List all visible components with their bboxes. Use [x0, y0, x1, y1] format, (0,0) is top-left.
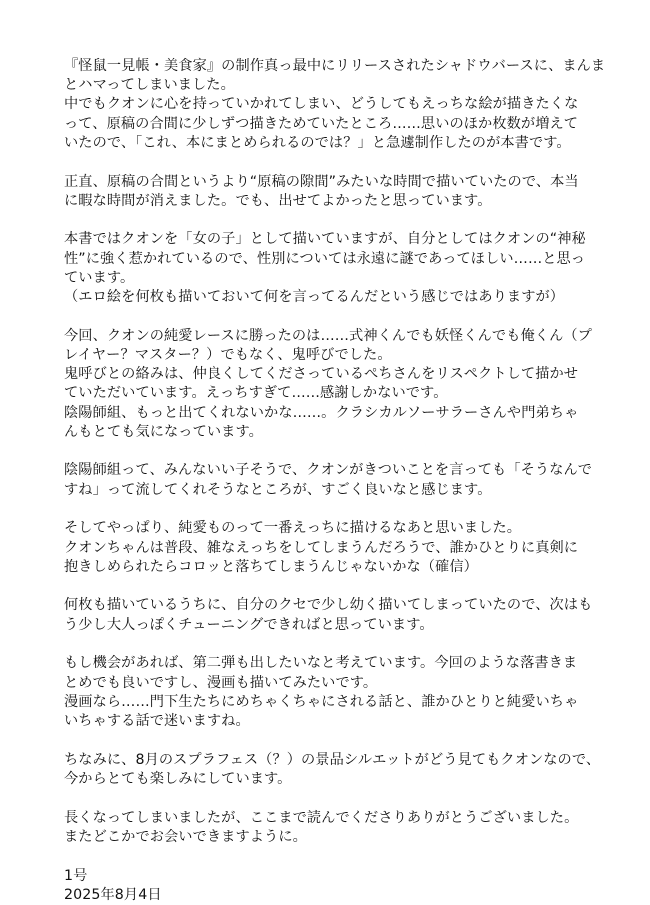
text-line: 正直、原稿の合間というより“原稿の隙間”みたいな時間で描いていたので、本当: [64, 173, 579, 190]
text-line: （エロ絵を何枚も描いておいて何を言ってるんだという感じではありますが）: [64, 289, 565, 306]
paragraph-10: [64, 809, 604, 847]
paragraph-5: [64, 461, 604, 499]
text-line: そしてやっぱり、純愛ものって一番えっちに描けるなあと思いました。: [64, 520, 522, 537]
paragraph-9: [64, 751, 604, 789]
text-line: 中でもクオンに心を持っていかれてしまい、どうしてもえっちな絵が描きたくな: [64, 96, 579, 113]
text-line: ています。: [64, 269, 135, 286]
text-line: 鬼呼びとの絡みは、仲良くしてくださっているぺちさんをリスペクトして描かせ: [64, 366, 579, 383]
text-line: 性”に強く惹かれているので、性別については永遠に謎であってほしい……と思っ: [64, 250, 586, 267]
text-line: 陰陽師組、もっと出てくれないかな……。クラシカルソーサラーさんや門弟ちゃ: [64, 404, 579, 421]
signature-date: 2025年8月4日: [64, 887, 162, 904]
text-line: すね」って流してくれそうなところが、すごく良いなと感じます。: [64, 481, 492, 498]
afterword-text: [64, 57, 604, 905]
text-line: 本書ではクオンを「女の子」として描いていますが、自分としてはクオンの“神秘: [64, 231, 586, 248]
text-line: レイヤー？マスター？）でもなく、鬼呼びでした。: [64, 346, 392, 363]
text-line: 陰陽師組って、みんないい子そうで、クオンがきついことを言っても「そうなんで: [64, 462, 593, 479]
text-line: に暇な時間が消えました。でも、出せてよかったと思っています。: [64, 192, 492, 209]
paragraph-8: [64, 654, 604, 731]
paragraph-4: [64, 327, 604, 442]
text-line: う少し大人っぽくチューニングできればと思っています。: [64, 616, 434, 633]
text-line: いちゃする話で迷いますね。: [64, 712, 250, 729]
text-line: いたので、「これ、本にまとめられるのでは？」と急遽制作したのが本書です。: [64, 134, 571, 151]
text-line: もし機会があれば、第二弾も出したいなと考えています。今回のような落書きま: [64, 655, 578, 672]
text-line: ちなみに、8月のスプラフェス（？）の景品シルエットがどう見てもクオンなので、: [64, 751, 601, 768]
text-line: とめでも良いですし、漫画も描いてみたいです。: [64, 674, 378, 691]
text-line: んもとても気になっています。: [64, 423, 263, 440]
text-line: とハマってしまいました。: [64, 77, 235, 94]
text-line: 『怪鼠一見帳・美食家』の制作真っ最中にリリースされたシャドウバースに、まんま: [64, 58, 606, 74]
text-line: 今回、クオンの純愛レースに勝ったのは……式神くんでも妖怪くんでも俺くん（プ: [64, 327, 592, 344]
paragraph-2: [64, 173, 604, 211]
text-line: クオンちゃんは普段、雑なえっちをしてしまうんだろうで、誰かひとりに真剣に: [64, 539, 579, 556]
text-line: 長くなってしまいましたが、ここまで読んでくださりありがとうございました。: [64, 809, 579, 826]
paragraph-7: [64, 596, 604, 634]
text-line: って、原稿の合間に少しずつ描きためていたところ……思いのほか枚数が増えて: [64, 115, 579, 132]
text-line: 今からとても楽しみにしています。: [64, 770, 292, 787]
paragraph-1: [64, 57, 604, 153]
author-name: 1号: [64, 868, 88, 884]
text-line: ていただいています。えっちすぎて……感謝しかないです。: [64, 385, 448, 402]
text-line: またどこかでお会いできますように。: [64, 828, 307, 845]
signature-block: [64, 867, 604, 905]
text-line: 何枚も描いているうちに、自分のクセで少し幼く描いてしまっていたので、次はも: [64, 597, 593, 614]
paragraph-6: [64, 519, 604, 577]
text-line: 抱きしめられたらコロッと落ちてしまうんじゃないかな（確信）: [64, 558, 478, 575]
paragraph-3: [64, 230, 604, 307]
text-line: 漫画なら……門下生たちにめちゃくちゃにされる話と、誰かひとりと純愛いちゃ: [64, 693, 579, 710]
